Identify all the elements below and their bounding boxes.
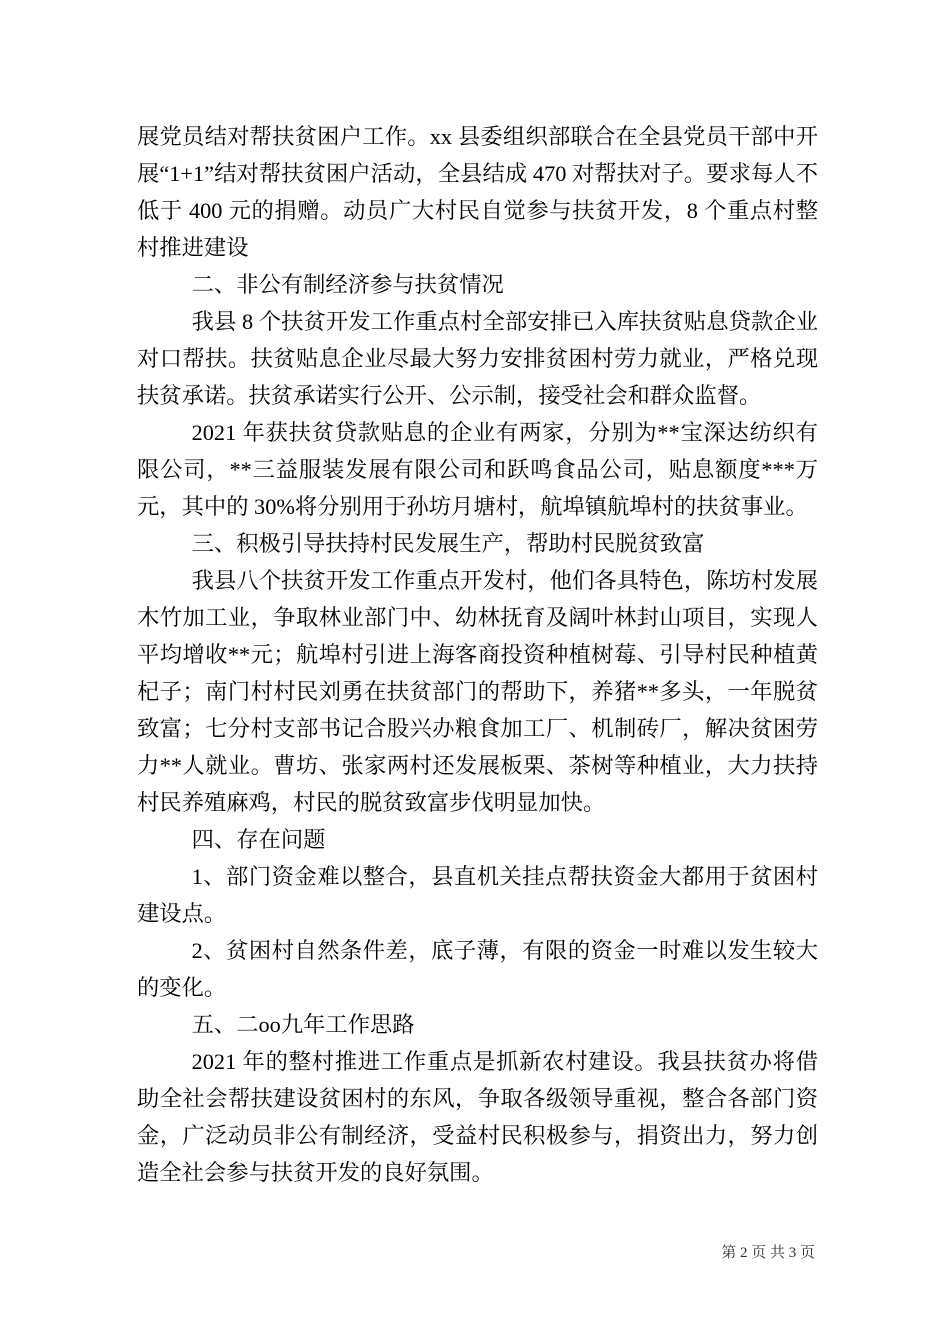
paragraph-continuation: 展党员结对帮扶贫困户工作。xx 县委组织部联合在全县党员干部中开展“1+1”结对帮扶贫困户活动，全县结成 470 对帮扶对子。要求每人不低于 400 元的捐赠。动员广大村民自觉参与扶贫开发，8 个重点村整村推进建设 xyxy=(137,124,818,260)
paragraph: 1、部门资金难以整合，县直机关挂点帮扶资金大都用于贫困村建设点。 xyxy=(137,864,818,926)
section-heading-4: 四、存在问题 xyxy=(191,827,326,852)
section-heading-5: 五、二oo九年工作思路 xyxy=(191,1012,415,1037)
page-number-footer: 第 2 页 共 3 页 xyxy=(721,1245,815,1261)
paragraph: 我县 8 个扶贫开发工作重点村全部安排已入库扶贫贴息贷款企业对口帮扶。扶贫贴息企业尽最大努力安排贫困村劳力就业，严格兑现扶贫承诺。扶贫承诺实行公开、公示制，接受社会和群众监督。 xyxy=(137,309,818,408)
section-heading-3: 三、积极引导扶持村民发展生产，帮助村民脱贫致富 xyxy=(191,531,705,556)
section-heading-2: 二、非公有制经济参与扶贫情况 xyxy=(191,272,504,297)
document-body xyxy=(137,118,818,1191)
paragraph: 2、贫困村自然条件差，底子薄，有限的资金一时难以发生较大的变化。 xyxy=(137,938,818,1000)
paragraph: 2021 年获扶贫贷款贴息的企业有两家，分别为**宝深达纺织有限公司，**三益服装发展有限公司和跃鸣食品公司，贴息额度***万元，其中的 30%将分别用于孙坊月塘村，航埠镇航埠村的扶贫事业。 xyxy=(137,420,818,519)
paragraph: 2021 年的整村推进工作重点是抓新农村建设。我县扶贫办将借助全社会帮扶建设贫困村的东风，争取各级领导重视，整合各部门资金，广泛动员非公有制经济，受益村民积极参与，捐资出力，努力创造全社会参与扶贫开发的良好氛围。 xyxy=(137,1049,818,1185)
paragraph: 我县八个扶贫开发工作重点开发村，他们各具特色，陈坊村发展木竹加工业，争取林业部门中、幼林抚育及阔叶林封山项目，实现人平均增收**元；航埠村引进上海客商投资种植树莓、引导村民种植黄杞子；南门村村民刘勇在扶贫部门的帮助下，养猪**多头，一年脱贫致富；七分村支部书记合股兴办粮食加工厂、机制砖厂，解决贫困劳力**人就业。曹坊、张家两村还发展板栗、茶树等种植业，大力扶持村民养殖麻鸡，村民的脱贫致富步伐明显加快。 xyxy=(137,568,818,815)
